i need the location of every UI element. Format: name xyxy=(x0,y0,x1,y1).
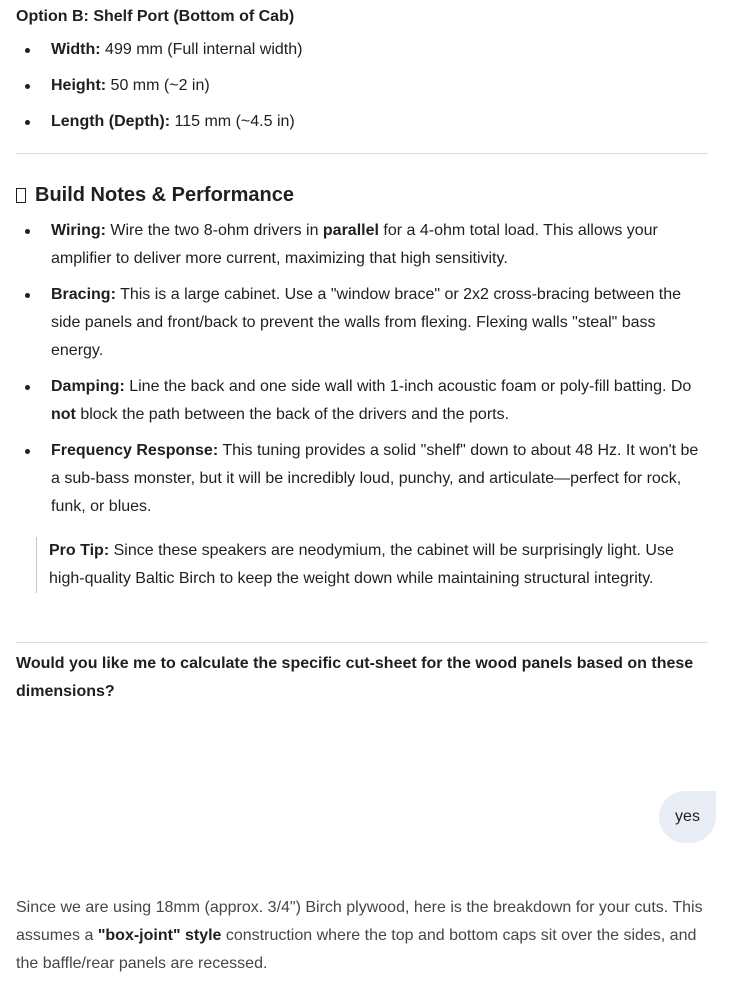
pro-tip-text: Since these speakers are neodymium, the cabinet will be surprisingly light. Use high-quality Baltic Birch to keep the weight down while maintaining structural integrity. xyxy=(49,542,674,587)
reply-text: Since we are using 18mm (approx. 3/4") Birch plywood, here is the breakdown for your cuts. This assumes a xyxy=(16,899,703,944)
follow-up-question: Would you like me to calculate the specific cut-sheet for the wood panels based on these dimensions? xyxy=(16,655,694,700)
pro-tip-label: Pro Tip: xyxy=(49,542,110,559)
user-message-bubble xyxy=(659,791,716,843)
item-text: 50 mm (~2 in) xyxy=(106,77,210,94)
reply-text-end: construction where the top and bottom caps sit over the sides, and the baffle/rear panels are recessed. xyxy=(16,927,697,972)
frequency-text: This tuning provides a solid "shelf" down to about 48 Hz. It won't be a sub-bass monster, but it will be incredibly loud, punchy, and articulate—perfect for rock, funk, or blues. xyxy=(51,442,699,515)
divider xyxy=(16,153,708,154)
damping-label: Damping: xyxy=(51,378,125,395)
bracing-label: Bracing: xyxy=(51,286,116,303)
bracing-text: This is a large cabinet. Use a "window brace" or 2x2 cross-bracing between the side panels and front/back to prevent the walls from flexing. Flexing walls "steal" bass energy. xyxy=(51,286,682,359)
list-item xyxy=(16,108,708,136)
option-b-heading: Option B: Shelf Port (Bottom of Cab) xyxy=(16,8,295,25)
option-b-list xyxy=(16,36,708,144)
damping-bold: not xyxy=(51,406,76,423)
reply-bold: "box-joint" style xyxy=(97,927,222,944)
item-text: 115 mm (~4.5 in) xyxy=(170,113,295,130)
wiring-bold: parallel xyxy=(322,222,379,239)
damping-text: Line the back and one side wall with 1-inch acoustic foam or poly-fill batting. Do xyxy=(124,378,692,395)
build-notes-title: Build Notes & Performance xyxy=(35,184,294,206)
user-message-text: yes xyxy=(675,808,700,825)
list-item-damping xyxy=(16,373,708,429)
list-item xyxy=(16,72,708,100)
divider xyxy=(16,642,708,643)
assistant-reply xyxy=(16,894,708,978)
missing-glyph-icon xyxy=(16,188,26,203)
item-label: Width: xyxy=(51,41,101,58)
list-item xyxy=(16,36,708,64)
item-label: Height: xyxy=(51,77,107,94)
wiring-text-end: for a 4-ohm total load. This allows your amplifier to deliver more current, maximizing that high sensitivity. xyxy=(51,222,658,267)
list-item-wiring xyxy=(16,217,708,273)
pro-tip-blockquote xyxy=(36,537,709,593)
damping-text-end: block the path between the back of the drivers and the ports. xyxy=(75,406,510,423)
frequency-label: Frequency Response: xyxy=(51,442,219,459)
wiring-text: Wire the two 8-ohm drivers in xyxy=(105,222,323,239)
item-label: Length (Depth): xyxy=(51,113,171,130)
build-notes-list xyxy=(16,217,708,529)
wiring-label: Wiring: xyxy=(51,222,106,239)
build-notes-heading xyxy=(16,180,294,210)
list-item-bracing xyxy=(16,281,708,365)
list-item-frequency xyxy=(16,437,708,521)
item-text: 499 mm (Full internal width) xyxy=(100,41,303,58)
